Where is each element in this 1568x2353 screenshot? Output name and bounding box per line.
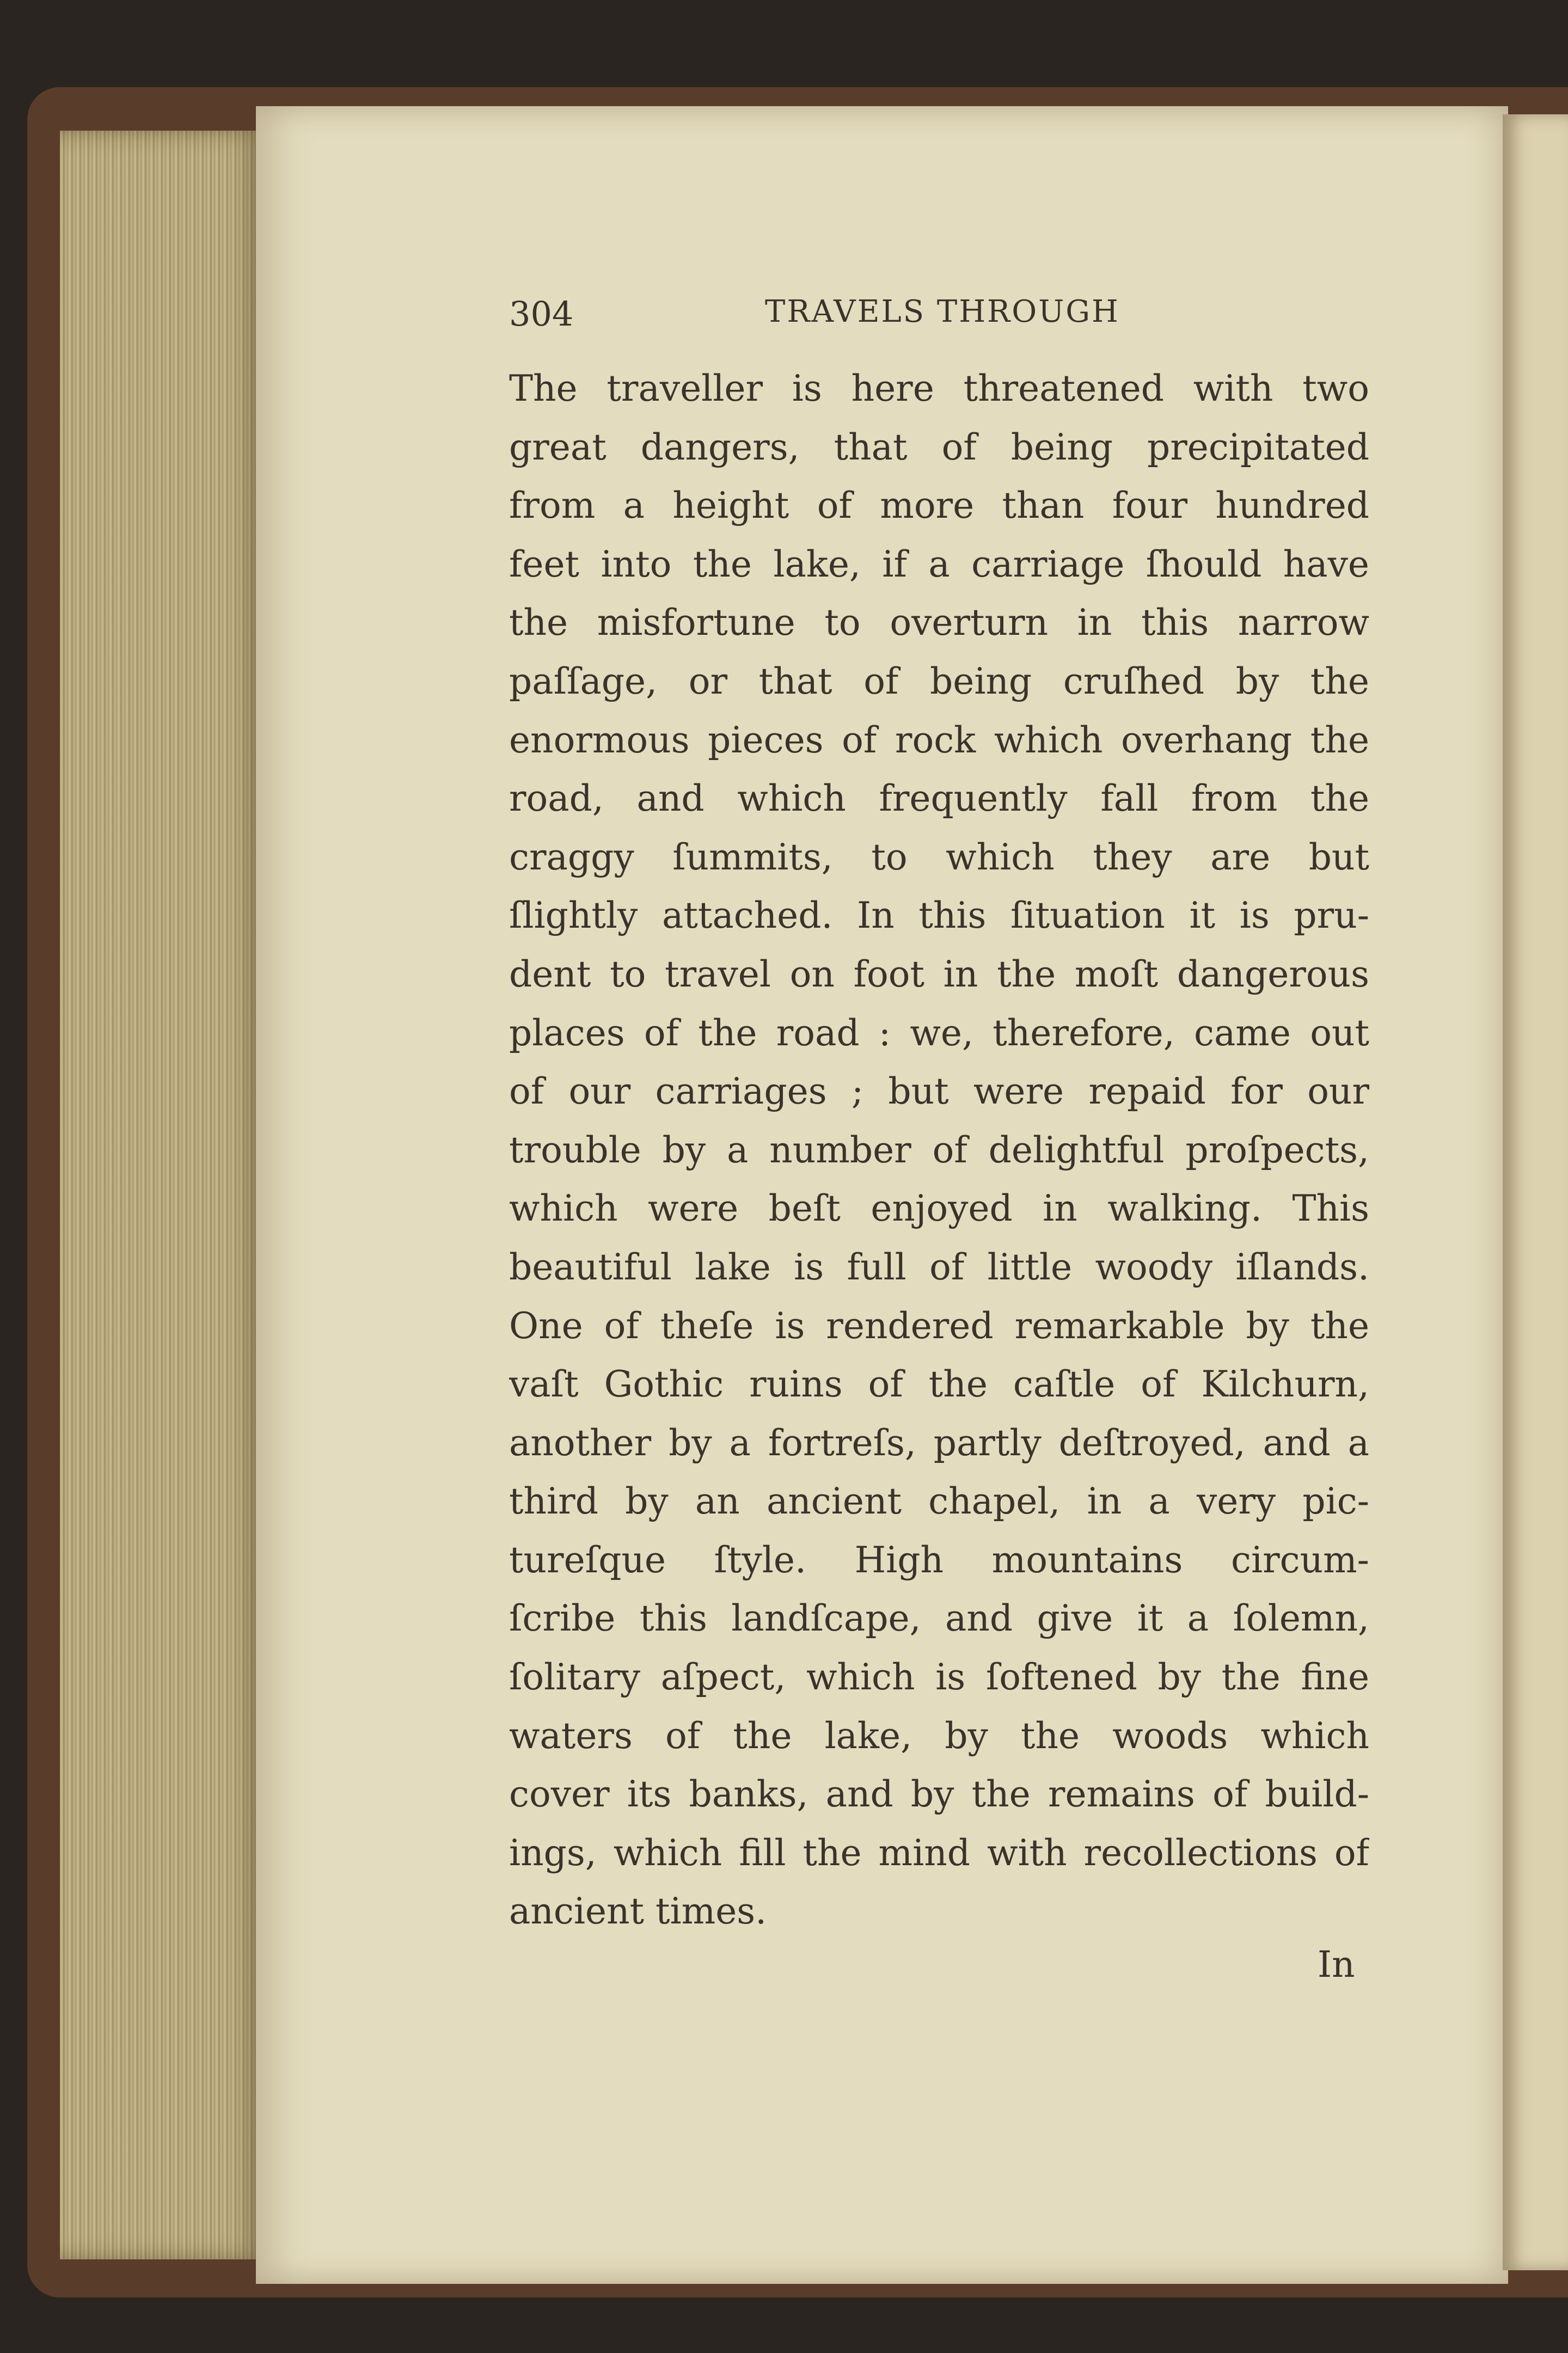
- text-line: the misfortune to overturn in this narrow: [509, 602, 1369, 644]
- text-line: The traveller is here threatened with two: [509, 367, 1369, 409]
- text-line: third by an ancient chapel, in a very pic-: [509, 1480, 1369, 1523]
- text-line: places of the road : we, therefore, came out: [509, 1012, 1369, 1054]
- text-line: of our carriages ; but were repaid for our: [509, 1070, 1369, 1113]
- text-line: beautiful lake is full of little woody iſlands.: [509, 1246, 1369, 1288]
- text-line: road, and which frequently fall from the: [509, 777, 1369, 820]
- text-line: waters of the lake, by the woods which: [509, 1714, 1369, 1757]
- text-line: enormous pieces of rock which overhang the: [509, 719, 1369, 761]
- text-line-last: ancient times.: [509, 1890, 767, 1933]
- text-line: dent to travel on foot in the moſt dangerous: [509, 953, 1369, 995]
- text-line: cover its banks, and by the remains of build-: [509, 1773, 1369, 1816]
- page-header: [509, 294, 1369, 343]
- text-line: which were beſt enjoyed in walking. This: [509, 1187, 1369, 1230]
- text-line: vaſt Gothic ruins of the caſtle of Kilchurn,: [509, 1363, 1369, 1406]
- text-line: another by a fortreſs, partly deſtroyed, and a: [509, 1421, 1369, 1464]
- text-line: feet into the lake, if a carriage ſhould have: [509, 543, 1369, 585]
- catchword: In: [1318, 1944, 1355, 1986]
- body-text: [509, 359, 1369, 1941]
- text-line: craggy ſummits, to which they are but: [509, 836, 1369, 878]
- text-line: One of theſe is rendered remarkable by the: [509, 1304, 1369, 1347]
- page-number: 304: [509, 294, 574, 334]
- page-edges: [60, 131, 267, 2259]
- text-line: ings, which fill the mind with recollections of: [509, 1831, 1369, 1874]
- text-line: ſolitary aſpect, which is ſoftened by the fine: [509, 1656, 1369, 1699]
- text-line: trouble by a number of delightful proſpects,: [509, 1129, 1369, 1171]
- text-line: ſcribe this landſcape, and give it a ſolemn,: [509, 1597, 1369, 1640]
- text-line: great dangers, that of being precipitated: [509, 426, 1369, 468]
- text-line: ſlightly attached. In this ſituation it is pru-: [509, 894, 1369, 937]
- text-line: from a height of more than four hundred: [509, 485, 1369, 527]
- facing-page-edge: [1503, 114, 1568, 2270]
- running-head: TRAVELS THROUGH: [765, 294, 1120, 329]
- text-line: paſſage, or that of being cruſhed by the: [509, 660, 1369, 702]
- text-line: tureſque ſtyle. High mountains circum-: [509, 1539, 1369, 1581]
